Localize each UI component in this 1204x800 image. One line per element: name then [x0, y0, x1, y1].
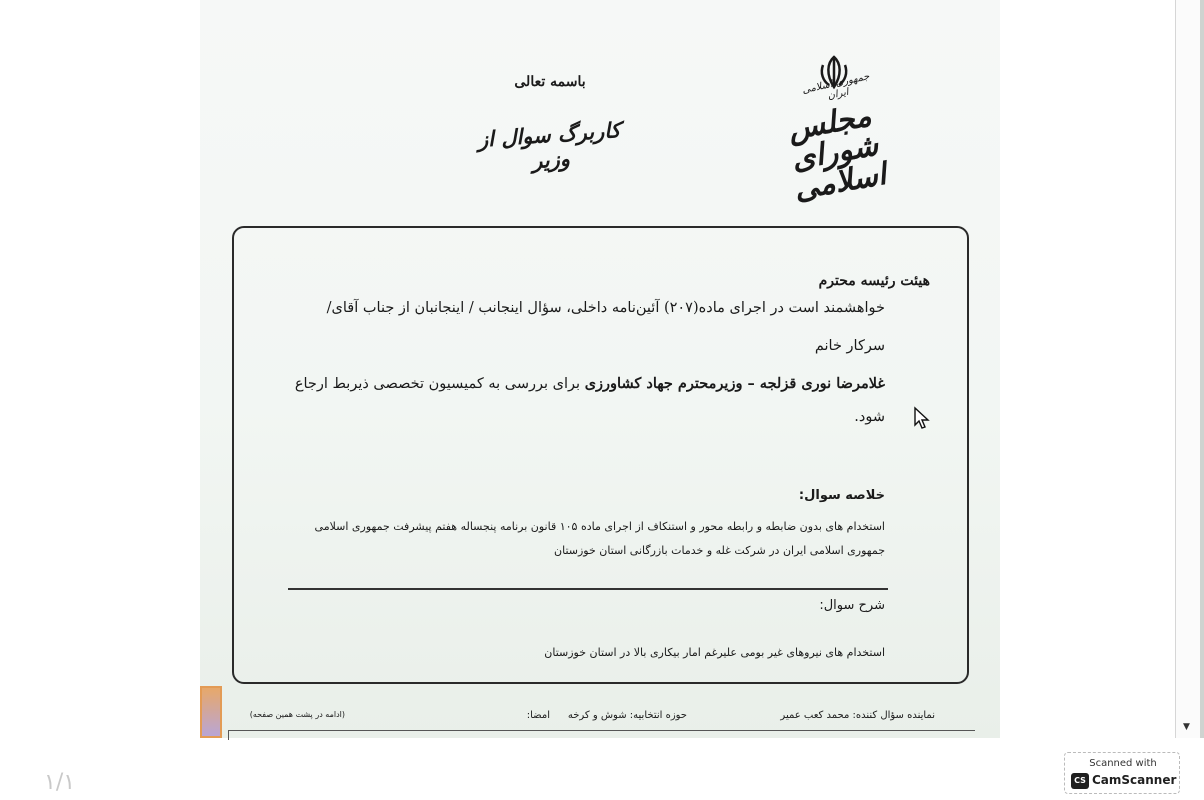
parliament-logo-title: مجلس شورای اسلامی: [785, 98, 889, 208]
camscanner-badge: [1064, 752, 1180, 794]
questioner-name: نماینده سؤال کننده: محمد کعب عمیر: [780, 710, 935, 721]
section-divider: [288, 588, 888, 590]
request-line-4: شود.: [854, 409, 885, 425]
salutation: هیئت رئیسه محترم: [818, 273, 930, 289]
mouse-cursor-icon: [913, 406, 931, 430]
scrollbar[interactable]: [1175, 0, 1200, 738]
minister-name: غلامرضا نوری قزلجه – وزیرمحترم جهاد کشاورزی: [584, 375, 885, 392]
scroll-down-icon[interactable]: ▼: [1183, 722, 1190, 732]
constituency: حوزه انتخابیه: شوش و کرخه: [567, 710, 687, 721]
description-text: استخدام های نیروهای غیر بومی علیرغم امار بیکاری بالا در استان خوزستان: [544, 646, 885, 659]
form-box: [232, 226, 969, 684]
basmala-heading: باسمه تعالی: [514, 74, 586, 90]
scanned-page-photo: [200, 0, 1190, 738]
question-form-page: [200, 0, 975, 738]
monitor-edge: [1200, 0, 1204, 738]
continue-note: (ادامه در پشت همین صفحه): [249, 710, 345, 719]
description-label: شرح سوال:: [819, 598, 885, 613]
form-footer: [220, 710, 935, 724]
summary-label: خلاصه سوال:: [798, 488, 885, 503]
request-line-2: سرکار خانم: [814, 338, 885, 354]
page-indicator: ۱/۱: [44, 770, 76, 795]
parliament-subtitle: جمهوری اسلامی ایران: [801, 71, 871, 102]
request-line-1: خواهشمند است در اجرای ماده(۲۰۷) آئین‌نامه داخلی، سؤال اینجانب / اینجانبان از جناب آقای/: [326, 300, 885, 316]
summary-line-2: جمهوری اسلامی ایران در شرکت غله و خدمات بازرگانی استان خوزستان: [554, 544, 885, 557]
background-object: [200, 686, 222, 738]
summary-line-1: استخدام های بدون ضابطه و رابطه محور و استنکاف از اجرای ماده ۱۰۵ قانون برنامه پنجساله هفتم پیشرفت جمهوری اسلامی: [314, 520, 885, 533]
request-line-3-rest: برای بررسی به کمیسیون تخصصی ذیربط ارجاع: [294, 376, 585, 392]
next-section-edge: [228, 730, 975, 740]
request-line-3: [295, 375, 885, 392]
camscanner-logo-icon: CS: [1071, 773, 1089, 789]
scanner-caption: Scanned with: [1089, 758, 1157, 769]
scanner-name: CamScanner: [1092, 773, 1177, 787]
form-title: کاربرگ سوال از وزیر: [476, 117, 622, 174]
signature-field: امضا:: [526, 710, 550, 721]
